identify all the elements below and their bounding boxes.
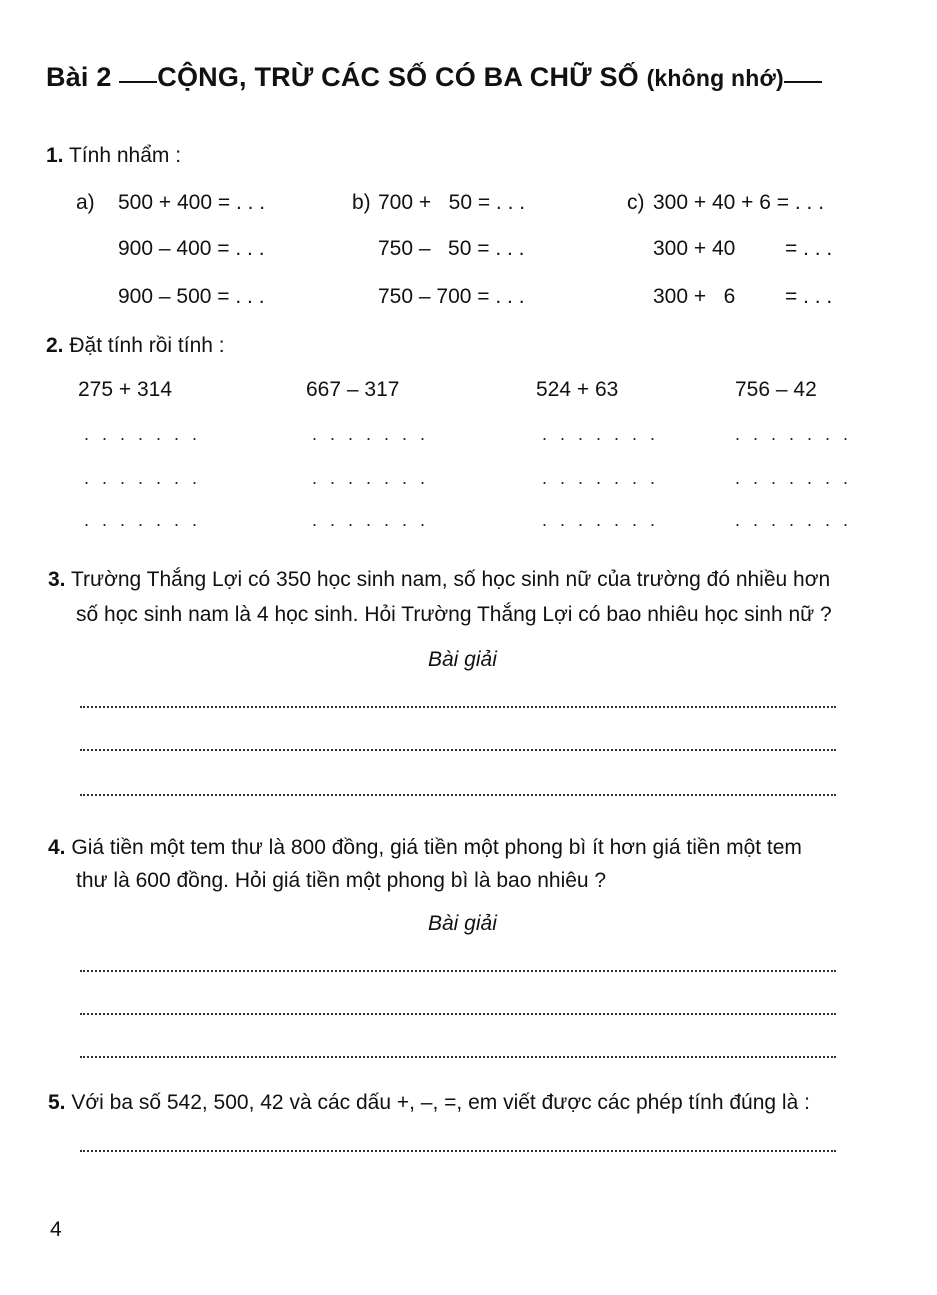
ex1-a-row-1: 500 + 400 = . . . — [118, 191, 266, 214]
exercise-4-number: 4. — [48, 836, 66, 859]
ex2-dots-2-1: . . . . . . . — [84, 468, 202, 488]
exercise-1-label: Tính nhẩm : — [68, 144, 182, 167]
ex1-c-row-1: 300 + 40 + 6 = . . . — [653, 191, 825, 214]
exercise-3-line-1 — [48, 568, 830, 592]
ex2-problem-2: 667 – 317 — [306, 378, 400, 401]
ex2-dots-3-3: . . . . . . . — [542, 510, 660, 530]
exercise-1-number: 1. — [46, 144, 64, 167]
exercise-2-label: Đặt tính rồi tính : — [69, 334, 225, 357]
ex2-problem-3: 524 + 63 — [536, 378, 619, 401]
ex5-answer-line-1[interactable] — [80, 1150, 836, 1152]
ex1-a-tag: a) — [76, 191, 95, 214]
ex1-c-row-3-eq: = . . . — [785, 285, 833, 308]
ex4-answer-line-1[interactable] — [80, 970, 836, 972]
ex3-answer-line-2[interactable] — [80, 749, 836, 751]
ex2-dots-2-3: . . . . . . . — [542, 468, 660, 488]
ex2-problem-1: 275 + 314 — [78, 378, 173, 401]
ex2-problem-4: 756 – 42 — [735, 378, 817, 401]
page-number: 4 — [50, 1218, 62, 1241]
exercise-2-heading — [46, 334, 225, 358]
ex1-c-row-3: 300 + 6 — [653, 285, 736, 308]
page-title — [46, 62, 822, 93]
exercise-3-solution-label: Bài giải — [428, 648, 497, 671]
ex3-answer-line-1[interactable] — [80, 706, 836, 708]
exercise-1-heading — [46, 144, 181, 168]
ex1-b-row-2: 750 – 50 = . . . — [378, 237, 525, 260]
lesson-number: Bài 2 — [46, 62, 112, 92]
ex1-b-row-1: 700 + 50 = . . . — [378, 191, 526, 214]
ex2-dots-3-2: . . . . . . . — [312, 510, 430, 530]
exercise-3-text-1: Trường Thắng Lợi có 350 học sinh nam, số học sinh nữ của trường đó nhiều hơn — [70, 568, 831, 591]
ex2-dots-3-1: . . . . . . . — [84, 510, 202, 530]
ex1-a-row-2: 900 – 400 = . . . — [118, 237, 265, 260]
exercise-4-text-1: Giá tiền một tem thư là 800 đồng, giá tiền một phong bì ít hơn giá tiền một tem — [71, 836, 802, 859]
exercise-5-line-1 — [48, 1091, 810, 1115]
ex2-dots-2-4: . . . . . . . — [735, 468, 853, 488]
exercise-5-text-1: Với ba số 542, 500, 42 và các dấu +, –, =, em viết được các phép tính đúng là : — [71, 1091, 810, 1114]
ex1-c-tag: c) — [627, 191, 645, 214]
title-rule-right — [784, 81, 822, 83]
ex1-c-row-2: 300 + 40 — [653, 237, 736, 260]
ex3-answer-line-3[interactable] — [80, 794, 836, 796]
exercise-5-number: 5. — [48, 1091, 66, 1114]
exercise-4-solution-label: Bài giải — [428, 912, 497, 935]
title-rule-left — [119, 81, 157, 83]
ex2-dots-1-1: . . . . . . . — [84, 424, 202, 444]
lesson-subtitle: (không nhớ) — [646, 65, 784, 91]
ex2-dots-2-2: . . . . . . . — [312, 468, 430, 488]
ex4-answer-line-3[interactable] — [80, 1056, 836, 1058]
ex1-c-row-2-eq: = . . . — [785, 237, 833, 260]
exercise-4-line-2: thư là 600 đồng. Hỏi giá tiền một phong bì là bao nhiêu ? — [76, 869, 607, 892]
ex1-b-tag: b) — [352, 191, 371, 214]
ex1-b-row-3: 750 – 700 = . . . — [378, 285, 525, 308]
exercise-4-line-1 — [48, 836, 802, 860]
ex2-dots-1-4: . . . . . . . — [735, 424, 853, 444]
exercise-2-number: 2. — [46, 334, 64, 357]
ex2-dots-1-3: . . . . . . . — [542, 424, 660, 444]
ex2-dots-1-2: . . . . . . . — [312, 424, 430, 444]
ex4-answer-line-2[interactable] — [80, 1013, 836, 1015]
exercise-3-number: 3. — [48, 568, 66, 591]
exercise-3-line-2: số học sinh nam là 4 học sinh. Hỏi Trường Thắng Lợi có bao nhiêu học sinh nữ ? — [76, 603, 832, 626]
ex2-dots-3-4: . . . . . . . — [735, 510, 853, 530]
ex1-a-row-3: 900 – 500 = . . . — [118, 285, 265, 308]
lesson-title: CỘNG, TRỪ CÁC SỐ CÓ BA CHỮ SỐ — [157, 62, 639, 92]
